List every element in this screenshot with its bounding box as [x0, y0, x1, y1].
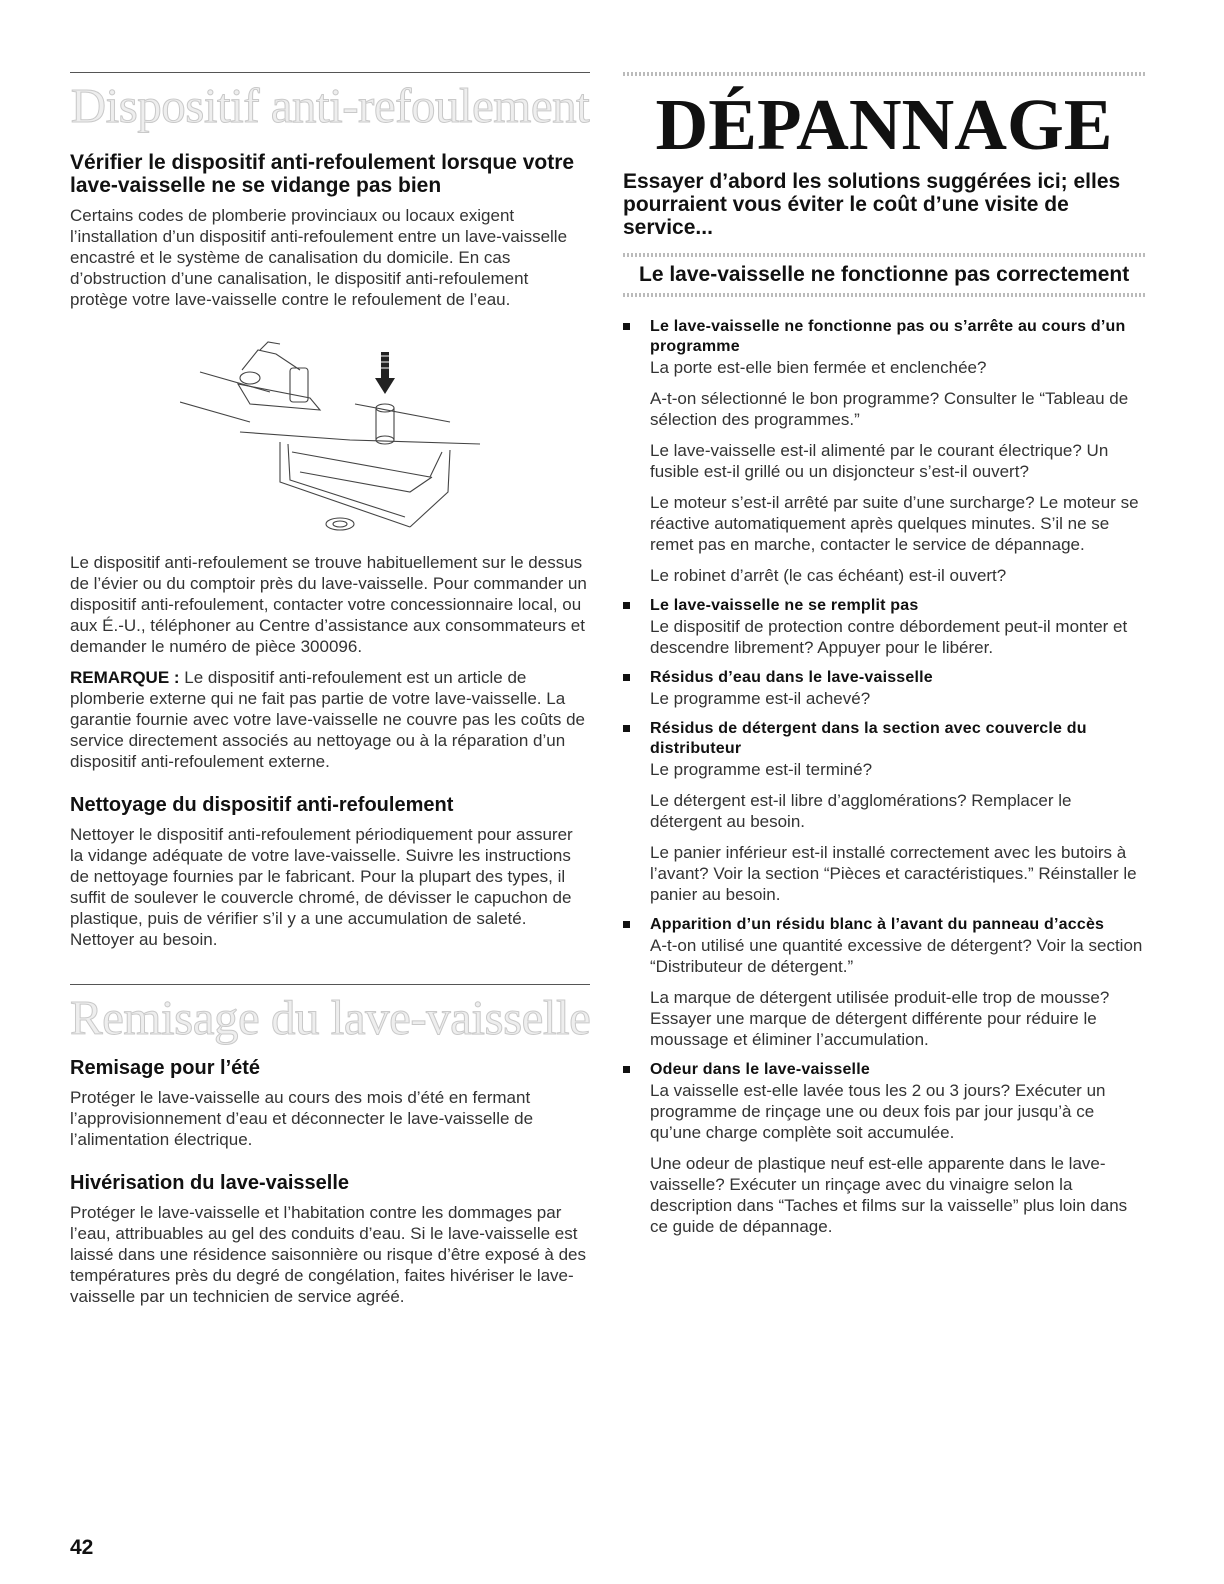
item-title: Résidus d’eau dans le lave-vaisselle [650, 669, 933, 686]
heading-remisage-ete: Remisage pour l’été [70, 1057, 261, 1079]
section-title-remisage: Remisage du lave-vaisselle [70, 990, 591, 1045]
remarque-text: Le dispositif anti-refoulement est un article de plomberie externe qui ne fait pas partie de votre lave-vaisselle. La garantie fournie avec votre lave-vaisselle ne couvre pas les coûts de service directement associés au nettoyage ou à la réparation d’un dispositif anti-refoulement externe. [70, 668, 586, 771]
problem-list [623, 317, 1145, 1237]
problem-heading: Le lave-vaisselle ne fonctionne pas correctement [639, 263, 1130, 286]
item-text: A-t-on utilisé une quantité excessive de détergent? Voir la section “Distributeur de détergent.” [650, 936, 1143, 976]
item-text: Le robinet d’arrêt (le cas échéant) est-il ouvert? [650, 566, 1007, 585]
item-title: Le lave-vaisselle ne fonctionne pas ou s’arrête au cours d’un programme [650, 318, 1126, 355]
heading-nettoyage: Nettoyage du dispositif anti-refoulement [70, 794, 454, 816]
paragraph-remarque [70, 667, 590, 772]
item-title: Odeur dans le lave-vaisselle [650, 1061, 870, 1078]
item-text: Le panier inférieur est-il installé correctement avec les butoirs à l’avant? Voir la section “Pièces et caractéristiques.” Réinstaller le panier au besoin. [650, 843, 1137, 904]
dotted-rule-top [623, 72, 1145, 76]
list-item [623, 668, 1145, 709]
paragraph-plumbing-codes: Certains codes de plomberie provinciaux ou locaux exigent l’installation d’un dispositif anti-refoulement entre un lave-vaisselle encastré et le système de canalisation du domicile. En cas d’obstruction d’une canalisation, le dispositif anti-refoulement protège votre lave-vaisselle contre le refoulement de l’eau. [70, 206, 568, 309]
list-item [623, 719, 1145, 905]
bullet-icon [623, 602, 630, 609]
item-title: Apparition d’un résidu blanc à l’avant du panneau d’accès [650, 916, 1105, 933]
item-text: Le programme est-il achevé? [650, 689, 871, 708]
page-number: 42 [70, 1536, 94, 1559]
item-text: La marque de détergent utilisée produit-elle trop de mousse? Essayer une marque de détergent différente pour réduire le moussage et éliminer l’accumulation. [650, 988, 1110, 1049]
item-text: Le programme est-il terminé? [650, 760, 873, 779]
item-text: Le dispositif de protection contre débordement peut-il monter et descendre librement? Appuyer pour le libérer. [650, 617, 1128, 657]
bullet-icon [623, 674, 630, 681]
item-text: Le lave-vaisselle est-il alimenté par le courant électrique? Un fusible est-il grillé ou un disjoncteur s’est-il ouvert? [650, 441, 1109, 481]
sink-air-gap-illustration [180, 332, 500, 532]
item-text: A-t-on sélectionné le bon programme? Consulter le “Tableau de sélection des programmes.” [650, 389, 1129, 429]
item-title: Résidus de détergent dans la section avec couvercle du distributeur [650, 720, 1087, 757]
item-text: Le détergent est-il libre d’agglomérations? Remplacer le détergent au besoin. [650, 791, 1072, 831]
heading-hiverisation: Hivérisation du lave-vaisselle [70, 1172, 350, 1194]
list-item [623, 317, 1145, 586]
dotted-rule-box-top [623, 253, 1145, 257]
bullet-icon [623, 921, 630, 928]
troubleshooting-intro: Essayer d’abord les solutions suggérées ici; elles pourraient vous éviter le coût d’une visite de service... [623, 170, 1121, 239]
paragraph-hiverisation: Protéger le lave-vaisselle et l’habitation contre les dommages par l’eau, attribuables au gel des conduits d’eau. Si le lave-vaisselle est laissé dans une résidence saisonnière ou risque d’être exposé à des températures près du degré de congélation, faites hivériser le lave-vaisselle par un technicien de service agréé. [70, 1203, 586, 1306]
bullet-icon [623, 323, 630, 330]
list-item [623, 596, 1145, 658]
section-title-anti-refoulement: Dispositif anti-refoulement [70, 78, 590, 133]
bullet-icon [623, 725, 630, 732]
page-title: DÉPANNAGE [655, 84, 1113, 165]
remarque-label: REMARQUE : [70, 668, 180, 687]
item-text: La porte est-elle bien fermée et enclenchée? [650, 358, 987, 377]
section-rule-2 [70, 984, 590, 985]
paragraph-remisage-ete: Protéger le lave-vaisselle au cours des mois d’été en fermant l’approvisionnement d’eau et déconnecter le lave-vaisselle de l’alimentation électrique. [70, 1088, 534, 1149]
sink-drawing [180, 332, 500, 532]
item-text: La vaisselle est-elle lavée tous les 2 ou 3 jours? Exécuter un programme de rinçage une ou deux fois par jour jusqu’à ce qu’une charge complète soit accumulée. [650, 1081, 1106, 1142]
dotted-rule-box-bottom [623, 293, 1145, 297]
right-column [623, 72, 1145, 1247]
left-column [70, 72, 590, 1317]
bullet-icon [623, 1066, 630, 1073]
item-title: Le lave-vaisselle ne se remplit pas [650, 597, 919, 614]
list-item [623, 915, 1145, 1050]
item-text: Une odeur de plastique neuf est-elle apparente dans le lave-vaisselle? Exécuter un rinçage avec du vinaigre selon la description dans “Taches et films sur la vaisselle” plus loin dans ce guide de dépannage. [650, 1154, 1128, 1236]
heading-verifier: Vérifier le dispositif anti-refoulement lorsque votre lave-vaisselle ne se vidange pas bien [70, 151, 575, 197]
paragraph-location: Le dispositif anti-refoulement se trouve habituellement sur le dessus de l’évier ou du comptoir près du lave-vaisselle. Pour commander un dispositif anti-refoulement, contacter votre concessionnaire local, ou aux É.-U., téléphoner au Centre d’assistance aux consommateurs et demander le numéro de pièce 300096. [70, 553, 587, 656]
item-text: Le moteur s’est-il arrêté par suite d’une surcharge? Le moteur se réactive automatiquement après quelques minutes. S’il ne se remet pas en marche, contacter le service de dépannage. [650, 493, 1139, 554]
paragraph-nettoyage: Nettoyer le dispositif anti-refoulement périodiquement pour assurer la vidange adéquate de votre lave-vaisselle. Suivre les instructions de nettoyage fournies par le fabricant. Pour la plupart des types, il suffit de soulever le couvercle chromé, de dévisser le capuchon de plastique, puis de vérifier s’il y a une accumulation de saleté. Nettoyer au besoin. [70, 825, 573, 949]
arrow-down-icon [375, 352, 395, 394]
section-rule [70, 72, 590, 73]
list-item [623, 1060, 1145, 1237]
